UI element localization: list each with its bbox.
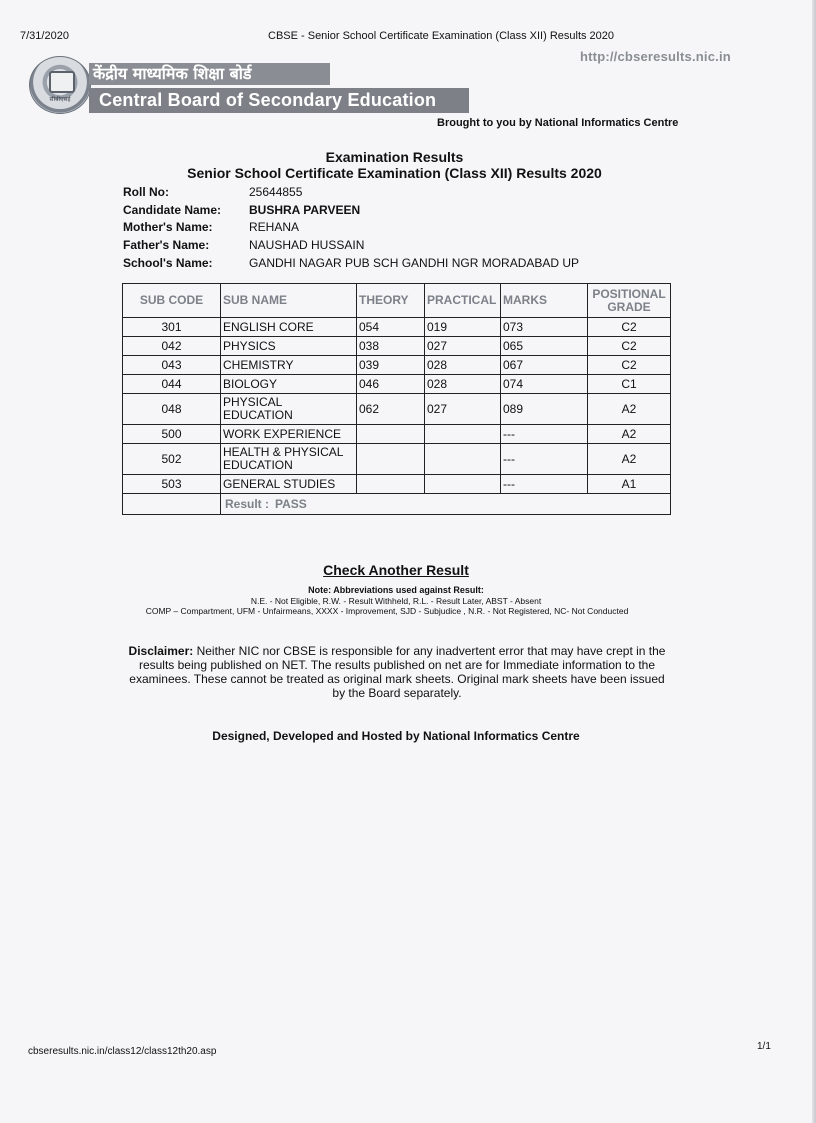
marks-cell: 074	[501, 375, 588, 394]
practical-cell	[425, 425, 501, 444]
table-row	[123, 356, 671, 375]
theory-cell: 054	[357, 318, 425, 337]
check-another-result-link[interactable]: Check Another Result	[323, 562, 469, 578]
disclaimer	[122, 644, 672, 700]
logo-book-shape	[49, 71, 75, 93]
table-row	[123, 318, 671, 337]
roll-no-value: 25644855	[249, 185, 303, 199]
marks-cell: ---	[501, 425, 588, 444]
sub-code-cell: 502	[123, 444, 221, 475]
scan-edge-shadow	[812, 0, 816, 1123]
theory-cell: 038	[357, 337, 425, 356]
marks-cell: 067	[501, 356, 588, 375]
grade-cell: A2	[588, 425, 671, 444]
school-name-label: School's Name:	[123, 256, 213, 270]
result-value: PASS	[275, 497, 307, 511]
sub-name-cell: ENGLISH CORE	[221, 318, 357, 337]
grade-cell: A2	[588, 394, 671, 425]
grade-cell: A2	[588, 444, 671, 475]
theory-cell: 039	[357, 356, 425, 375]
practical-cell	[425, 475, 501, 494]
sub-code-cell: 500	[123, 425, 221, 444]
sub-code-cell: 301	[123, 318, 221, 337]
sub-code-cell: 042	[123, 337, 221, 356]
practical-cell: 019	[425, 318, 501, 337]
table-row	[123, 375, 671, 394]
practical-cell: 028	[425, 356, 501, 375]
sub-name-cell: PHYSICAL EDUCATION	[221, 394, 357, 425]
sub-code-cell: 044	[123, 375, 221, 394]
board-name-english: Central Board of Secondary Education	[89, 88, 469, 113]
header-practical: PRACTICAL	[425, 284, 501, 318]
header-theory: THEORY	[357, 284, 425, 318]
mother-name-value: REHANA	[249, 220, 300, 234]
marks-cell: ---	[501, 475, 588, 494]
disclaimer-label: Disclaimer:	[128, 644, 194, 658]
sub-name-cell: PHYSICS	[221, 337, 357, 356]
print-page-title: CBSE - Senior School Certificate Examination (Class XII) Results 2020	[268, 30, 615, 42]
header-sub-name: SUB NAME	[221, 284, 357, 318]
result-label: Result :	[225, 497, 270, 511]
mother-name-label: Mother's Name:	[123, 220, 213, 234]
result-cell	[221, 494, 671, 515]
page-subtitle: Senior School Certificate Examination (Class XII) Results 2020	[187, 165, 602, 181]
theory-cell: 046	[357, 375, 425, 394]
board-name-hindi: केंद्रीय माध्यमिक शिक्षा बोर्ड	[89, 63, 330, 85]
candidate-name-value: BUSHRA PARVEEN	[249, 203, 361, 217]
sub-code-cell: 043	[123, 356, 221, 375]
note-line-2: COMP – Compartment, UFM - Unfairmeans, XXXX - Improvement, SJD - Subjudice , N.R. - Not Registered, NC- Not Conducted	[145, 606, 629, 616]
grade-cell: C2	[588, 356, 671, 375]
table-row	[123, 337, 671, 356]
note-title: Note: Abbreviations used against Result:	[308, 585, 484, 595]
table-row	[123, 444, 671, 475]
theory-cell	[357, 475, 425, 494]
header-sub-code: SUB CODE	[123, 284, 221, 318]
table-row	[123, 475, 671, 494]
header-positional-grade: POSITIONAL GRADE	[588, 284, 671, 318]
candidate-name-label: Candidate Name:	[123, 203, 222, 217]
note-line-1: N.E. - Not Eligible, R.W. - Result Withheld, R.L. - Result Later, ABST - Absent	[250, 596, 542, 606]
page-number: 1/1	[757, 1041, 771, 1052]
grade-cell: C1	[588, 375, 671, 394]
table-row	[123, 394, 671, 425]
sub-code-cell: 048	[123, 394, 221, 425]
cbse-logo-icon	[29, 56, 91, 114]
marks-cell: ---	[501, 444, 588, 475]
theory-cell	[357, 444, 425, 475]
marks-cell: 065	[501, 337, 588, 356]
father-name-label: Father's Name:	[123, 238, 210, 252]
practical-cell: 027	[425, 394, 501, 425]
practical-cell	[425, 444, 501, 475]
marks-table	[122, 283, 671, 515]
result-row	[123, 494, 671, 515]
header-marks: MARKS	[501, 284, 588, 318]
print-date: 7/31/2020	[20, 30, 69, 42]
grade-cell: C2	[588, 318, 671, 337]
practical-cell: 027	[425, 337, 501, 356]
table-row	[123, 425, 671, 444]
result-empty-cell	[123, 494, 221, 515]
sub-name-cell: CHEMISTRY	[221, 356, 357, 375]
designed-by-text: Designed, Developed and Hosted by National Informatics Centre	[212, 729, 580, 743]
sub-name-cell: WORK EXPERIENCE	[221, 425, 357, 444]
grade-cell: A1	[588, 475, 671, 494]
sub-name-cell: GENERAL STUDIES	[221, 475, 357, 494]
marks-cell: 089	[501, 394, 588, 425]
roll-no-label: Roll No:	[123, 185, 169, 199]
grade-cell: C2	[588, 337, 671, 356]
father-name-value: NAUSHAD HUSSAIN	[249, 238, 365, 252]
practical-cell: 028	[425, 375, 501, 394]
logo-text: सीबीएसई	[49, 97, 71, 103]
table-header-row	[123, 284, 671, 318]
theory-cell	[357, 425, 425, 444]
site-url: http://cbseresults.nic.in	[580, 49, 731, 64]
disclaimer-text: Neither NIC nor CBSE is responsible for any inadvertent error that may have crept in the results being published on NET. The results published on net are for Immediate information to the examinees. These cannot be treated as original mark sheets. Original mark sheets have been issued by the Board separately.	[129, 644, 666, 700]
print-footer-url: cbseresults.nic.in/class12/class12th20.asp	[28, 1046, 217, 1057]
marks-cell: 073	[501, 318, 588, 337]
page-title: Examination Results	[325, 149, 464, 165]
sub-name-cell: HEALTH & PHYSICAL EDUCATION	[221, 444, 357, 475]
brought-by-text: Brought to you by National Informatics Centre	[437, 117, 679, 129]
theory-cell: 062	[357, 394, 425, 425]
sub-name-cell: BIOLOGY	[221, 375, 357, 394]
school-name-value: GANDHI NAGAR PUB SCH GANDHI NGR MORADABAD UP	[249, 256, 580, 270]
sub-code-cell: 503	[123, 475, 221, 494]
